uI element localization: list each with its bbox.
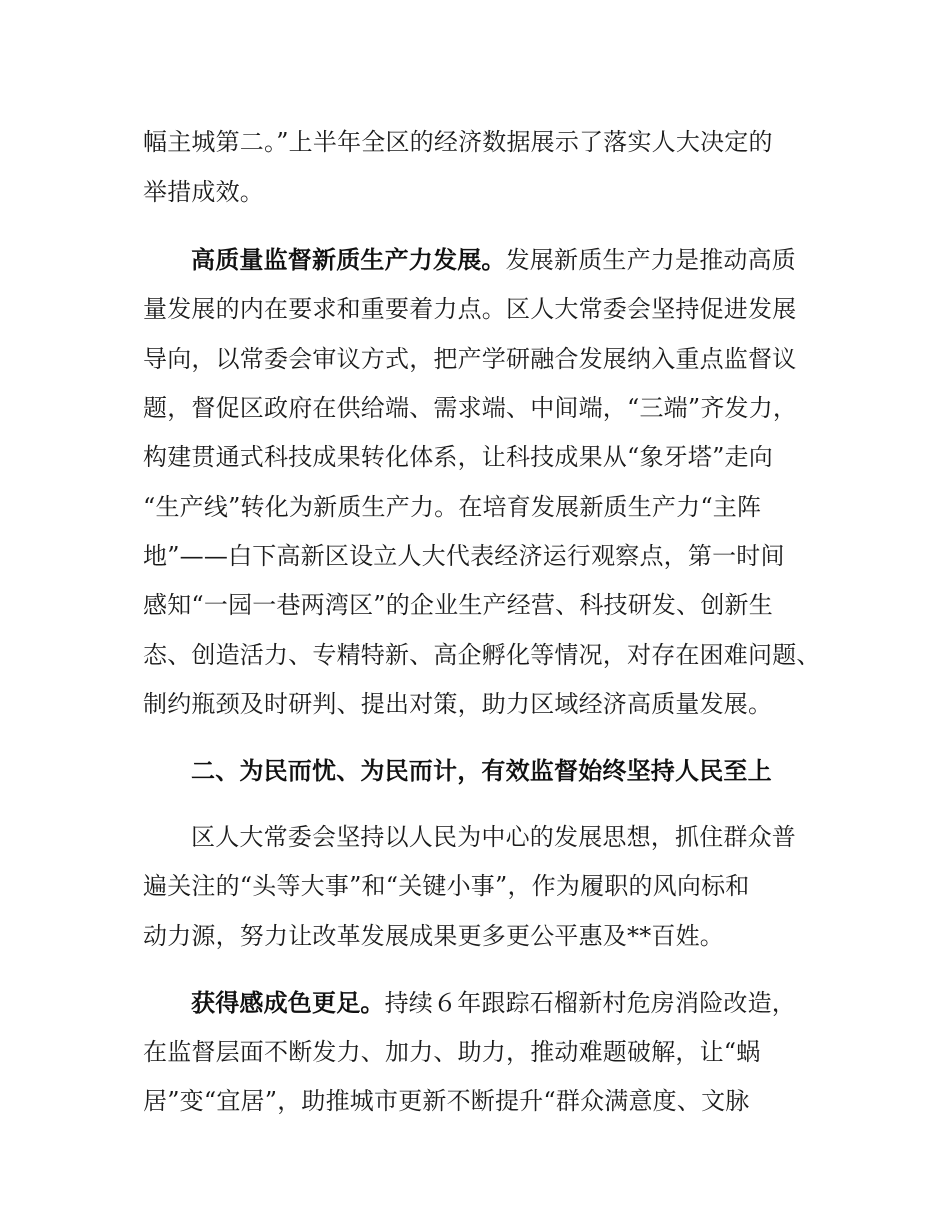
section-heading: 二、为民而忧、为民而计，有效监督始终坚持人民至上 xyxy=(191,757,772,785)
text-line: 量发展的内在要求和重要着力点。区人大常委会坚持促进发展 xyxy=(143,295,797,323)
text-line: “生产线”转化为新质生产力。在培育发展新质生产力“主阵 xyxy=(143,493,762,521)
paragraph-first-line xyxy=(191,983,796,1023)
text-line: 居”变“宜居”，助推城市更新不断提升“群众满意度、文脉 xyxy=(143,1087,750,1115)
text-run: 发展新质生产力是推动高质 xyxy=(505,246,797,274)
text-line: 幅主城第二。”上半年全区的经济数据展示了落实人大决定的 xyxy=(143,128,773,156)
paragraph-heading: 高质量监督新质生产力发展。 xyxy=(191,246,506,274)
text-line: 题，督促区政府在供给端、需求端、中间端，“三端”齐发力， xyxy=(143,394,798,422)
text-line: 区人大常委会坚持以人民为中心的发展思想，抓住群众普 xyxy=(191,823,796,851)
text-line: 在监督层面不断发力、加力、助力，推动难题破解，让“蜗 xyxy=(143,1038,761,1066)
text-line: 构建贯通式科技成果转化体系，让科技成果从“象牙塔”走向 xyxy=(143,443,773,471)
paragraph-first-line xyxy=(191,240,796,280)
text-line: 感知“一园一巷两湾区”的企业生产经营、科技研发、创新生 xyxy=(143,591,773,619)
text-line: 地”——白下高新区设立人大代表经济运行观察点，第一时间 xyxy=(143,542,785,570)
text-run: 持续６年跟踪石榴新村危房消险改造， xyxy=(384,989,797,1017)
text-line: 遍关注的“头等大事”和“关键小事”，作为履职的风向标和 xyxy=(143,872,750,900)
paragraph-heading: 获得感成色更足。 xyxy=(191,989,385,1017)
text-line: 态、创造活力、专精特新、高企孵化等情况，对存在困难问题、 xyxy=(143,641,821,669)
text-line: 导向，以常委会审议方式，把产学研融合发展纳入重点监督议 xyxy=(143,345,797,373)
text-line: 动力源，努力让改革发展成果更多更公平惠及**百姓。 xyxy=(143,922,724,950)
text-line: 制约瓶颈及时研判、提出对策，助力区域经济高质量发展。 xyxy=(143,690,773,718)
text-line: 举措成效。 xyxy=(143,178,264,206)
